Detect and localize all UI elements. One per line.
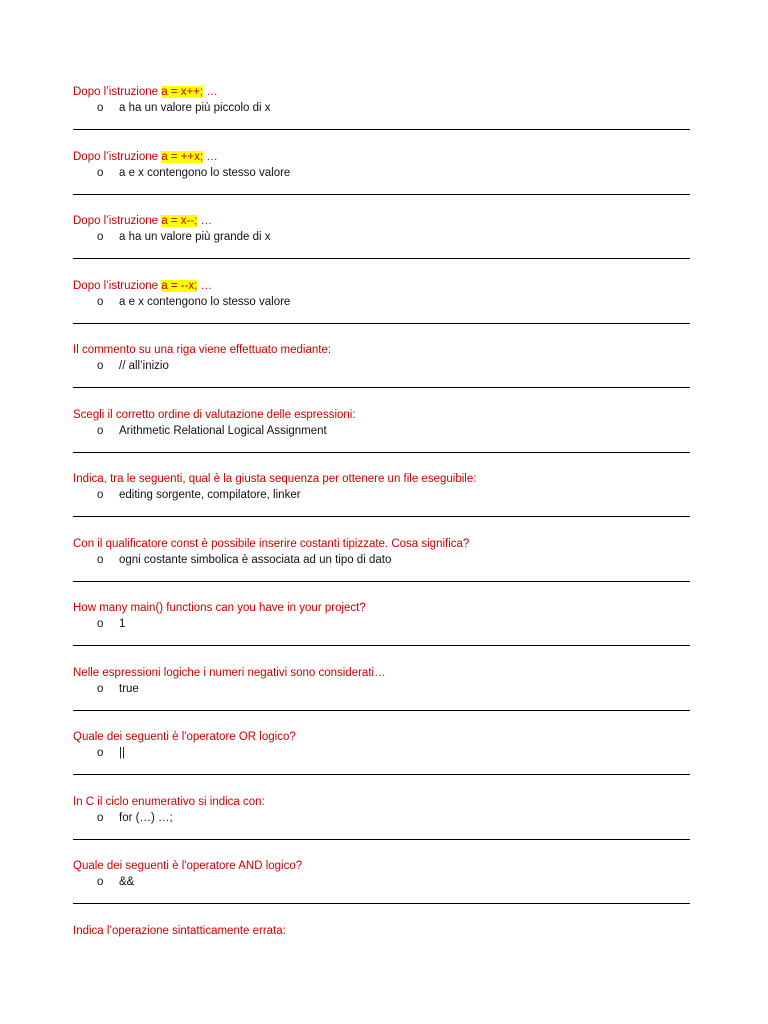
bullet-icon: o [97, 102, 104, 114]
question-text-part: In C il ciclo enumerativo si indica con: [73, 795, 265, 808]
separator-line [73, 903, 690, 904]
question-text-part: Dopo l’istruzione [73, 86, 162, 98]
bullet-icon: o [97, 553, 104, 566]
question-text [73, 600, 690, 616]
question-text-part: Scegli il corretto ordine di valutazione delle espressioni: [73, 408, 356, 421]
question-block [73, 665, 690, 730]
question-text [73, 794, 690, 810]
separator-line [73, 194, 690, 195]
question-block [73, 278, 690, 343]
bullet-icon: o [97, 682, 104, 695]
answer-row [73, 229, 690, 245]
question-block [73, 407, 690, 472]
question-text-part: … [197, 215, 213, 227]
bullet-icon: o [97, 811, 104, 824]
highlighted-code: a = x--; [161, 215, 198, 227]
highlighted-code: a = ++x; [161, 150, 204, 163]
question-text-part: Dopo l’istruzione [73, 215, 162, 227]
bullet-icon: o [97, 876, 104, 888]
question-block [73, 149, 690, 214]
separator-line [73, 258, 690, 259]
answer-text: && [119, 876, 135, 888]
question-text [73, 213, 690, 229]
question-block [73, 858, 690, 923]
question-text [73, 729, 690, 745]
question-block [73, 342, 690, 407]
question-block [73, 794, 690, 859]
question-block [73, 729, 690, 794]
separator-line [73, 774, 690, 775]
question-text-part: Quale dei seguenti è l'operatore OR logico? [73, 731, 296, 743]
answer-text: 1 [119, 618, 126, 630]
answer-text: // all’inizio [119, 360, 169, 372]
answer-row [73, 100, 690, 116]
separator-line [73, 645, 690, 646]
answer-text: || [119, 747, 125, 759]
question-text-part: Indica, tra le seguenti, qual è la giusta sequenza per ottenere un file eseguibile: [73, 473, 477, 485]
separator-line [73, 129, 690, 130]
answer-row [73, 487, 690, 503]
answer-text: ogni costante simbolica è associata ad un tipo di dato [119, 553, 392, 566]
answer-text: a e x contengono lo stesso valore [119, 295, 291, 308]
highlighted-code: a = x++; [161, 86, 204, 98]
separator-line [73, 710, 690, 711]
answer-row [73, 745, 690, 761]
answer-text: a e x contengono lo stesso valore [119, 166, 291, 179]
answer-text: a ha un valore più piccolo di x [119, 102, 271, 114]
question-text-part: … [203, 86, 218, 98]
document-page [73, 84, 690, 939]
question-text: Indica l’operazione sintatticamente errata: [73, 924, 286, 937]
question-text [73, 149, 690, 165]
bullet-icon: o [97, 489, 104, 501]
separator-line [73, 839, 690, 840]
separator-line [73, 581, 690, 582]
question-text [73, 84, 690, 100]
question-text [73, 665, 690, 681]
question-text-part: Con il qualificatore const è possibile inserire costanti tipizzate. Cosa significa? [73, 537, 470, 550]
answer-text: for (…) …; [119, 811, 173, 824]
question-text [73, 407, 690, 423]
question-text-part: … [203, 150, 218, 163]
question-text-part: Il commento su una riga viene effettuato mediante: [73, 344, 332, 356]
answer-row [73, 616, 690, 632]
answer-text: Arithmetic Relational Logical Assignment [119, 424, 327, 437]
question-block [73, 213, 690, 278]
question-block [73, 536, 690, 601]
separator-line [73, 387, 690, 388]
answer-row [73, 810, 690, 826]
answer-row [73, 681, 690, 697]
question-text [73, 858, 690, 874]
answer-row [73, 294, 690, 310]
answer-text: true [119, 682, 139, 695]
bullet-icon: o [97, 231, 104, 243]
question-text-part: Nelle espressioni logiche i numeri negativi sono considerati… [73, 666, 386, 679]
question-text-part: Dopo l’istruzione [73, 279, 162, 292]
bullet-icon: o [97, 295, 104, 308]
question-text-part: Quale dei seguenti è l'operatore AND logico? [73, 860, 303, 872]
answer-row [73, 358, 690, 374]
bullet-icon: o [97, 747, 104, 759]
answer-text: editing sorgente, compilatore, linker [119, 489, 301, 501]
question-list [73, 84, 690, 923]
answer-text: a ha un valore più grande di x [119, 231, 271, 243]
answer-row [73, 874, 690, 890]
question-text-part: Dopo l’istruzione [73, 150, 162, 163]
highlighted-code: a = --x; [161, 279, 198, 292]
separator-line [73, 452, 690, 453]
answer-row [73, 165, 690, 181]
separator-line [73, 323, 690, 324]
bullet-icon: o [97, 424, 104, 437]
question-block [73, 471, 690, 536]
question-text-part: How many main() functions can you have in your project? [73, 602, 366, 614]
bullet-icon: o [97, 618, 104, 630]
separator-line [73, 516, 690, 517]
question-text-part: … [197, 279, 213, 292]
answer-row [73, 552, 690, 568]
question-text [73, 342, 690, 358]
bullet-icon: o [97, 166, 104, 179]
question-text [73, 536, 690, 552]
question-text [73, 278, 690, 294]
answer-row [73, 423, 690, 439]
question-block [73, 84, 690, 149]
bullet-icon: o [97, 360, 104, 372]
question-text [73, 471, 690, 487]
question-block [73, 600, 690, 665]
